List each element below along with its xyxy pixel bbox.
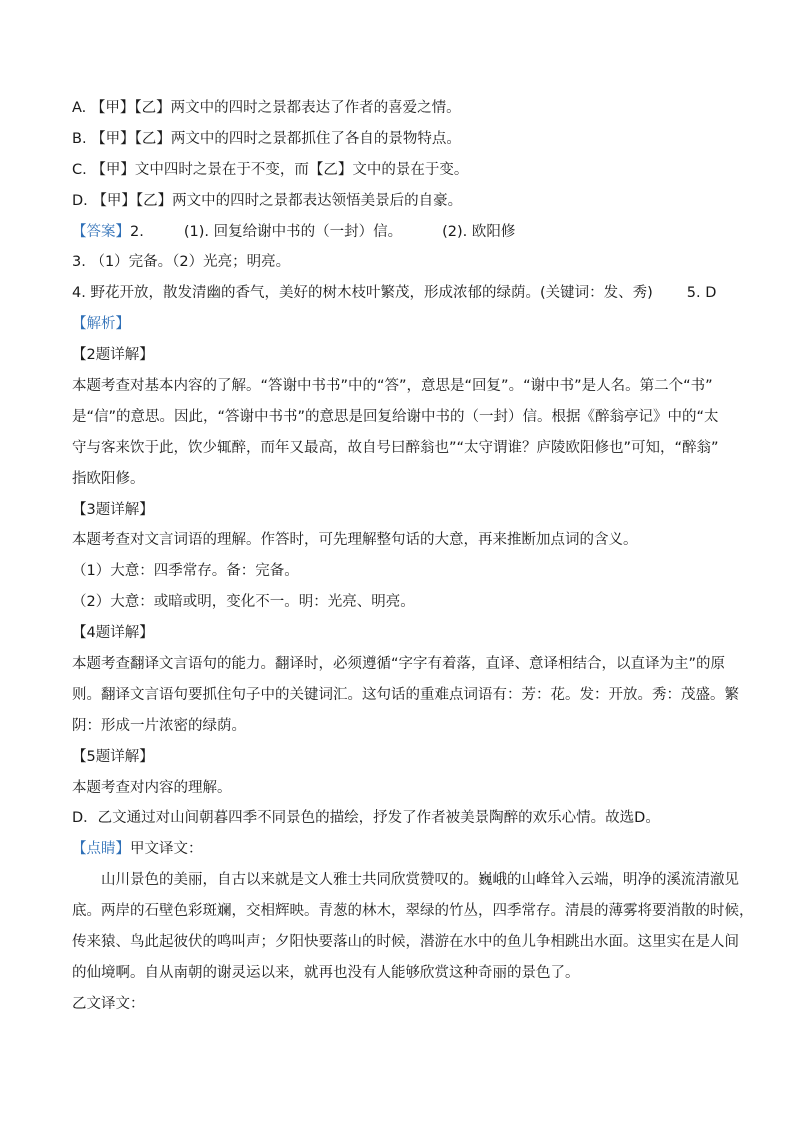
document-page [72,98,754,1025]
answer-q5: 5. D [686,285,717,302]
jia-translation [72,870,754,983]
comment-label: 【点睛】 [72,841,130,858]
answer-q2-number: 2. [130,223,144,240]
option-d: D. 【甲】【乙】两文中的四时之景都表达领悟美景后的自豪。 [72,192,463,209]
text-line: 的仙境啊。自从南朝的谢灵运以来，就再也没有人能够欣赏这种奇丽的景色了。 [72,964,580,981]
text-line: 本题考查翻译文言语句的能力。翻译时，必须遵循“字字有着落，直译、意译相结合，以直译为主”的原 [72,656,726,673]
analysis-label: 【解析】 [72,316,130,333]
yi-translation-title: 乙文译文： [72,995,145,1012]
text-line: （2）大意：或暗或明，变化不一。明：光亮、明亮。 [72,594,415,611]
answer-q4: 4. 野花开放，散发清幽的香气，美好的树木枝叶繁茂，形成浓郁的绿荫。(关键词：发、秀) [72,285,653,302]
answer-line-2 [72,222,732,242]
detail-2-heading: 【2题详解】 [72,347,154,364]
comment-text: 甲文译文： [130,841,203,858]
text-line: 是“信”的意思。因此，“答谢中书书”的意思是回复给谢中书的（一封）信。根据《醉翁亭记》中的“太 [72,408,719,425]
text-line: 指欧阳修。 [72,470,145,487]
text-line: （1）大意：四季常存。备：完备。 [72,563,299,580]
answer-q3: 3. （1）完备。（2）光亮；明亮。 [72,254,291,271]
answer-label: 【答案】 [72,223,130,240]
detail-4-heading: 【4题详解】 [72,625,154,642]
detail-5-body [72,778,732,829]
text-line: 本题考查对内容的理解。 [72,779,232,796]
detail-3-body [72,530,732,612]
text-line: 本题考查对文言词语的理解。作答时，可先理解整句话的大意，再来推断加点词的含义。 [72,532,638,549]
detail-4-body [72,654,739,736]
text-line: 守与客来饮于此，饮少辄醉，而年又最高，故自号曰醉翁也”“太守谓谁？庐陵欧阳修也”可知，“醉翁” [72,439,719,456]
text-line: 传来猿、鸟此起彼伏的鸣叫声；夕阳快要落山的时候，潜游在水中的鱼儿争相跳出水面。这里实在是人间 [72,934,739,951]
option-b: B. 【甲】【乙】两文中的四时之景都抓住了各自的景物特点。 [72,130,461,147]
detail-3-heading: 【3题详解】 [72,501,154,518]
answer-q2-part1: (1). 回复给谢中书的（一封）信。 [183,223,403,240]
text-line: D．乙文通过对山间朝暮四季不同景色的描绘，抒发了作者被美景陶醉的欢乐心情。故选D。 [72,810,660,827]
text-line: 本题考查对基本内容的了解。“答谢中书书”中的“答”，意思是“回复”。“谢中书”是人名。第二个“书” [72,378,713,395]
answer-q2-part2: (2). 欧阳修 [442,223,516,240]
text-line: 则。翻译文言语句要抓住句子中的关键词汇。这句话的重难点词语有：芳：花。发：开放。秀：茂盛。繁 [72,686,739,703]
detail-2-body [72,376,732,489]
text-line: 阴：形成一片浓密的绿荫。 [72,717,246,734]
text-line: 山川景色的美丽，自古以来就是文人雅士共同欣赏赞叹的。巍峨的山峰耸入云端，明净的溪流清澈见 [101,872,739,889]
text-line: 底。两岸的石壁色彩斑斓，交相辉映。青葱的林木，翠绿的竹丛，四季常存。清晨的薄雾将要消散的时候， [72,903,754,920]
option-a: A. 【甲】【乙】两文中的四时之景都表达了作者的喜爱之情。 [72,100,461,116]
option-c: C. 【甲】文中四时之景在于不变，而【乙】文中的景在于变。 [72,161,469,178]
answer-line-4 [72,283,732,303]
comment-line [72,839,732,859]
detail-5-heading: 【5题详解】 [72,748,154,765]
